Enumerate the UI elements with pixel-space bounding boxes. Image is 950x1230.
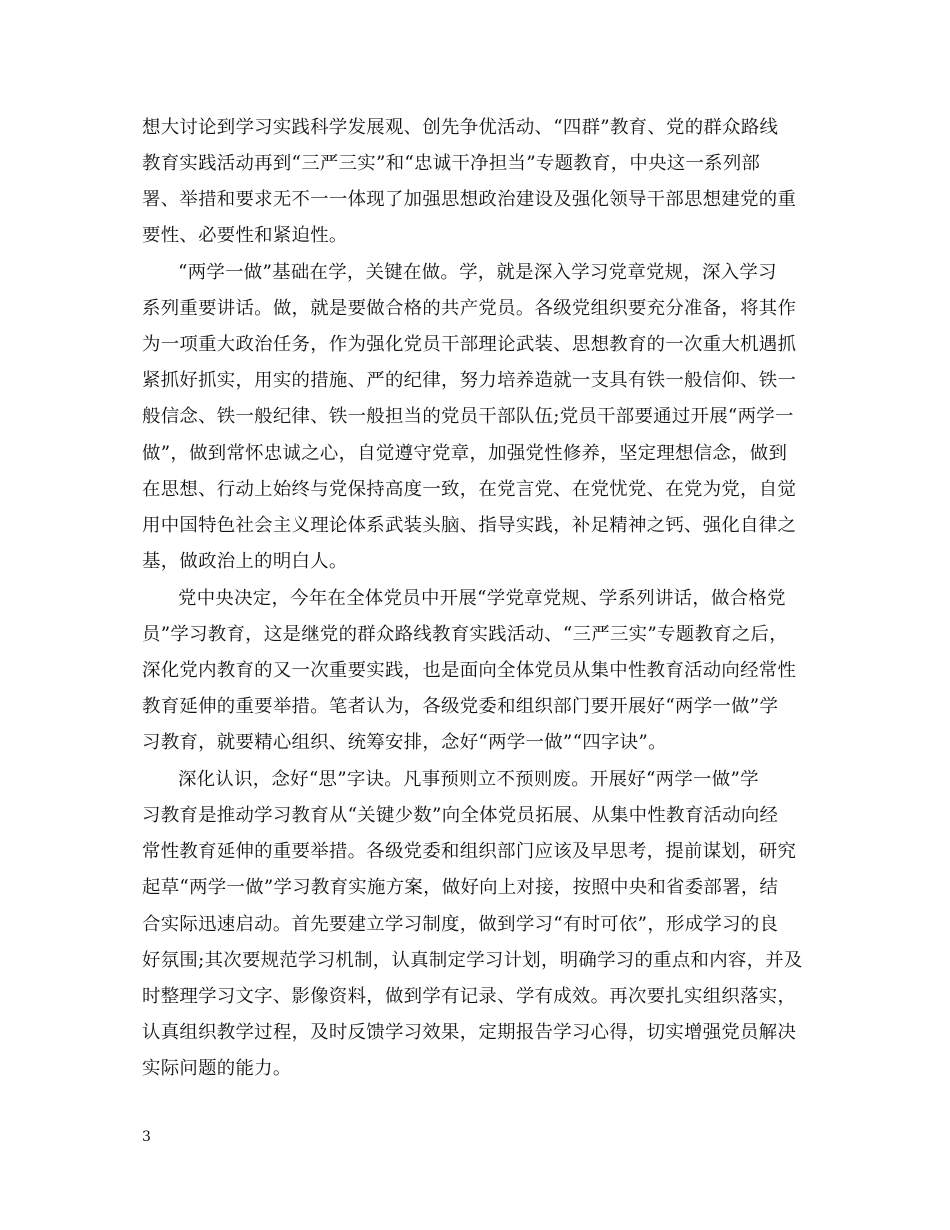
text-line: 常性教育延伸的重要举措。各级党委和组织部门应该及早思考，提前谋划，研究: [142, 841, 797, 862]
text-line: 为一项重大政治任务，作为强化党员干部理论武装、思想教育的一次重大机遇抓: [142, 334, 797, 355]
text-line: 想大讨论到学习实践科学发展观、创先争优活动、“四群”教育、党的群众路线: [142, 117, 779, 138]
text-line: 深化认识，念好“思”字诀。凡事预则立不预则废。开展好“两学一做”学: [178, 769, 759, 790]
text-line: 实际问题的能力。: [142, 1058, 292, 1079]
text-line: 好氛围;其次要规范学习机制，认真制定学习计划，明确学习的重点和内容，并及: [142, 950, 803, 971]
text-line: 在思想、行动上始终与党保持高度一致，在党言党、在党忧党、在党为党，自觉: [142, 479, 797, 500]
text-line: 教育延伸的重要举措。笔者认为，各级党委和组织部门要开展好“两学一做”学: [142, 696, 779, 717]
text-line: 般信念、铁一般纪律、铁一般担当的党员干部队伍;党员干部要通过开展“两学一: [142, 406, 794, 427]
text-line: 署、举措和要求无不一一体现了加强思想政治建设及强化领导干部思想建党的重: [142, 189, 797, 210]
text-line: 习教育是推动学习教育从“关键少数”向全体党员拓展、从集中性教育活动向经: [142, 805, 779, 826]
text-line: 深化党内教育的又一次重要实践，也是面向全体党员从集中性教育活动向经常性: [142, 660, 797, 681]
text-line: 教育实践活动再到“三严三实”和“忠诚干净担当”专题教育，中央这一系列部: [142, 153, 761, 174]
text-line: 习教育，就要精心组织、统筹安排，念好“两学一做”“四字诀”。: [142, 732, 667, 753]
text-line: 党中央决定，今年在全体党员中开展“学党章党规、学系列讲话，做合格党: [178, 588, 786, 609]
text-line: 时整理学习文字、影像资料，做到学有记录、学有成效。再次要扎实组织落实，: [142, 986, 797, 1007]
text-line: 基，做政治上的明白人。: [142, 551, 348, 572]
text-line: “两学一做”基础在学，关键在做。学，就是深入学习党章党规，深入学习: [178, 262, 777, 283]
text-line: 员”学习教育，这是继党的群众路线教育实践活动、“三严三实”专题教育之后，: [142, 624, 788, 645]
text-line: 做”，做到常怀忠诚之心，自觉遵守党章，加强党性修养，坚定理想信念，做到: [142, 443, 788, 464]
text-line: 认真组织教学过程，及时反馈学习效果，定期报告学习心得，切实增强党员解决: [142, 1022, 797, 1043]
text-line: 系列重要讲话。做，就是要做合格的共产党员。各级党组织要充分准备，将其作: [142, 298, 797, 319]
text-line: 用中国特色社会主义理论体系武装头脑、指导实践，补足精神之钙、强化自律之: [142, 515, 797, 536]
text-line: 起草“两学一做”学习教育实施方案，做好向上对接，按照中央和省委部署，结: [142, 877, 779, 898]
text-line: 要性、必要性和紧迫性。: [142, 225, 348, 246]
text-line: 合实际迅速启动。首先要建立学习制度，做到学习“有时可依”，形成学习的良: [142, 914, 779, 935]
page-number: 3: [142, 1129, 151, 1145]
text-line: 紧抓好抓实，用实的措施、严的纪律，努力培养造就一支具有铁一般信仰、铁一: [142, 370, 797, 391]
